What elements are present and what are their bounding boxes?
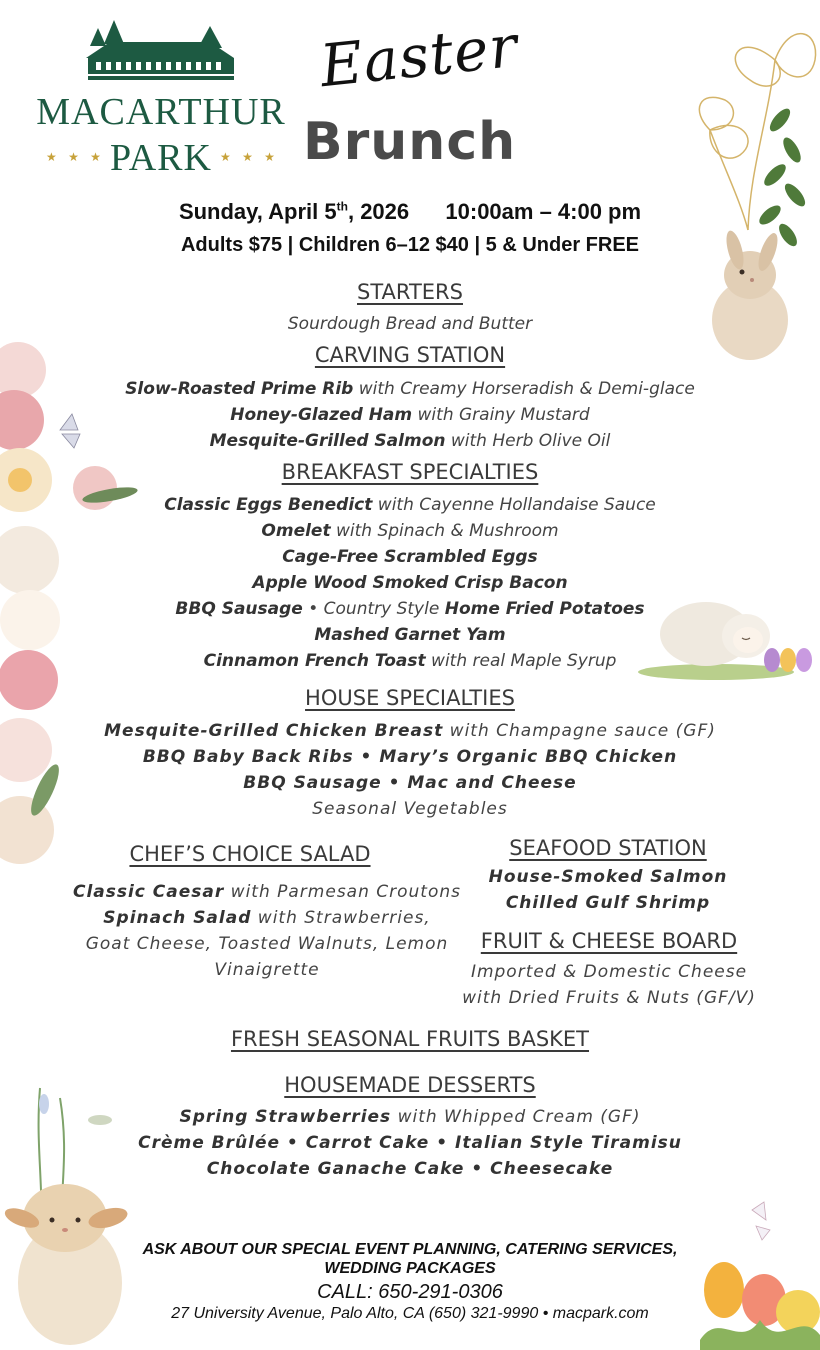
seafood-station-list [466, 864, 750, 916]
menu-item-name: Crème Brûlée • Carrot Cake • Italian Style Tiramisu [138, 1133, 682, 1153]
menu-item-description: with Cayenne Hollandaise Sauce [372, 495, 656, 515]
section-heading-desserts: HOUSEMADE DESSERTS [284, 1073, 536, 1097]
menu-item [466, 890, 750, 916]
section-heading-chefs-salad: CHEF’S CHOICE SALAD [129, 842, 371, 866]
menu-item-description: Goat Cheese, Toasted Walnuts, Lemon [85, 934, 449, 954]
logo-name-line1: MACARTHUR [36, 91, 286, 133]
breakfast-list [0, 492, 820, 674]
menu-item-description: with Dried Fruits & Nuts (GF/V) [462, 988, 756, 1008]
menu-item-name: BBQ Baby Back Ribs • Mary’s Organic BBQ Chicken [142, 747, 678, 767]
menu-item [446, 985, 772, 1011]
menu-item-name: Spring Strawberries [179, 1107, 392, 1127]
menu-item-name: BBQ Sausage [175, 599, 303, 619]
menu-item-name: BBQ Sausage • Mac and Cheese [243, 773, 577, 793]
event-time: 10:00am – 4:00 pm [445, 199, 642, 224]
menu-item-name: Slow-Roasted Prime Rib [125, 379, 354, 399]
section-heading-fruits-basket: FRESH SEASONAL FRUITS BASKET [230, 1027, 590, 1051]
building-icon [80, 18, 240, 82]
menu-item-name: Omelet [261, 521, 331, 541]
menu-item-name: Mesquite-Grilled Chicken Breast [104, 721, 444, 741]
house-specialties-list [0, 718, 820, 822]
section-heading-fruit-cheese-board: FRUIT & CHEESE BOARD [480, 929, 738, 953]
menu-item-description: • Country Style [302, 599, 445, 619]
menu-item [466, 864, 750, 890]
section-heading-house-specialties: HOUSE SPECIALTIES [305, 686, 515, 710]
fruit-cheese-board-list [446, 959, 772, 1011]
logo-name-line2: PARK [110, 137, 212, 179]
menu-item [0, 622, 820, 648]
menu-item-name: House-Smoked Salmon [488, 867, 728, 887]
menu-item [0, 544, 820, 570]
menu-item-name: Chilled Gulf Shrimp [505, 893, 711, 913]
menu-item [0, 1156, 820, 1182]
menu-item-name: Apple Wood Smoked Crisp Bacon [252, 573, 568, 593]
starters-list [0, 311, 820, 337]
menu-item [0, 596, 820, 622]
menu-item-description: with Champagne sauce (GF) [443, 721, 716, 741]
event-date-time [0, 199, 820, 225]
menu-item [0, 744, 820, 770]
menu-item [0, 796, 820, 822]
menu-item [0, 492, 820, 518]
menu-item [0, 718, 820, 744]
menu-item-description: Vinaigrette [214, 960, 320, 980]
menu-item-name: Classic Caesar [72, 882, 225, 902]
macarthur-park-logo [36, 18, 286, 179]
menu-item-description: Seasonal Vegetables [312, 799, 508, 819]
menu-item-description: with Creamy Horseradish & Demi-glace [353, 379, 695, 399]
menu-item [0, 770, 820, 796]
carving-station-list [0, 376, 820, 454]
menu-item-description: with Herb Olive Oil [445, 431, 611, 451]
menu-item-description: Sourdough Bread and Butter [287, 314, 533, 334]
chefs-salad-list [62, 879, 472, 983]
footer-promo-line1: ASK ABOUT OUR SPECIAL EVENT PLANNING, CATERING SERVICES, [142, 1241, 678, 1258]
menu-item-description: with Spinach & Mushroom [330, 521, 559, 541]
menu-item-name: Mashed Garnet Yam [314, 625, 506, 645]
menu-item-description: with Whipped Cream (GF) [391, 1107, 641, 1127]
section-heading-starters: STARTERS [357, 280, 463, 304]
footer-promo-line2: WEDDING PACKAGES [324, 1260, 496, 1277]
menu-item [0, 1130, 820, 1156]
title-main: Brunch [303, 112, 517, 172]
event-date-ordinal: th [336, 199, 348, 214]
menu-item [0, 402, 820, 428]
footer-promo [0, 1240, 820, 1278]
menu-item [0, 648, 820, 674]
title-script: Easter [316, 11, 522, 101]
logo-stars-right: ★ ★ ★ [220, 150, 279, 164]
menu-item-description: with Parmesan Croutons [224, 882, 462, 902]
menu-item [62, 957, 472, 983]
menu-item-name: Home Fried Potatoes [444, 599, 645, 619]
event-pricing: Adults $75 | Children 6–12 $40 | 5 & Under FREE [180, 234, 639, 256]
menu-item [62, 879, 472, 905]
menu-item-name: Classic Eggs Benedict [164, 495, 373, 515]
menu-item [0, 1104, 820, 1130]
menu-item [62, 905, 472, 931]
menu-item [0, 518, 820, 544]
menu-item-description: with Strawberries, [251, 908, 431, 928]
event-date-suffix: , 2026 [347, 199, 410, 224]
menu-item-name: Cage-Free Scrambled Eggs [282, 547, 538, 567]
section-heading-breakfast: BREAKFAST SPECIALTIES [281, 460, 539, 484]
section-heading-seafood-station: SEAFOOD STATION [509, 836, 707, 860]
menu-item-name: Mesquite-Grilled Salmon [209, 431, 446, 451]
menu-item-name: Chocolate Ganache Cake • Cheesecake [206, 1159, 614, 1179]
menu-item-description: with real Maple Syrup [425, 651, 617, 671]
menu-item-description: with Grainy Mustard [412, 405, 590, 425]
menu-item-name: Honey-Glazed Ham [230, 405, 413, 425]
menu-item-description: Imported & Domestic Cheese [470, 962, 748, 982]
footer-address: 27 University Avenue, Palo Alto, CA (650) 321-9990 • macpark.com [171, 1305, 649, 1322]
menu-item-name: Cinnamon French Toast [203, 651, 426, 671]
menu-item [0, 311, 820, 337]
event-date-prefix: Sunday, April 5 [178, 199, 337, 224]
menu-item [0, 428, 820, 454]
footer-call: CALL: 650-291-0306 [317, 1281, 503, 1303]
section-heading-carving-station: CARVING STATION [314, 343, 506, 367]
menu-item [446, 959, 772, 985]
menu-item [62, 931, 472, 957]
logo-stars-left: ★ ★ ★ [46, 150, 105, 164]
desserts-list [0, 1104, 820, 1182]
menu-item-name: Spinach Salad [103, 908, 252, 928]
menu-item [0, 570, 820, 596]
menu-item [0, 376, 820, 402]
